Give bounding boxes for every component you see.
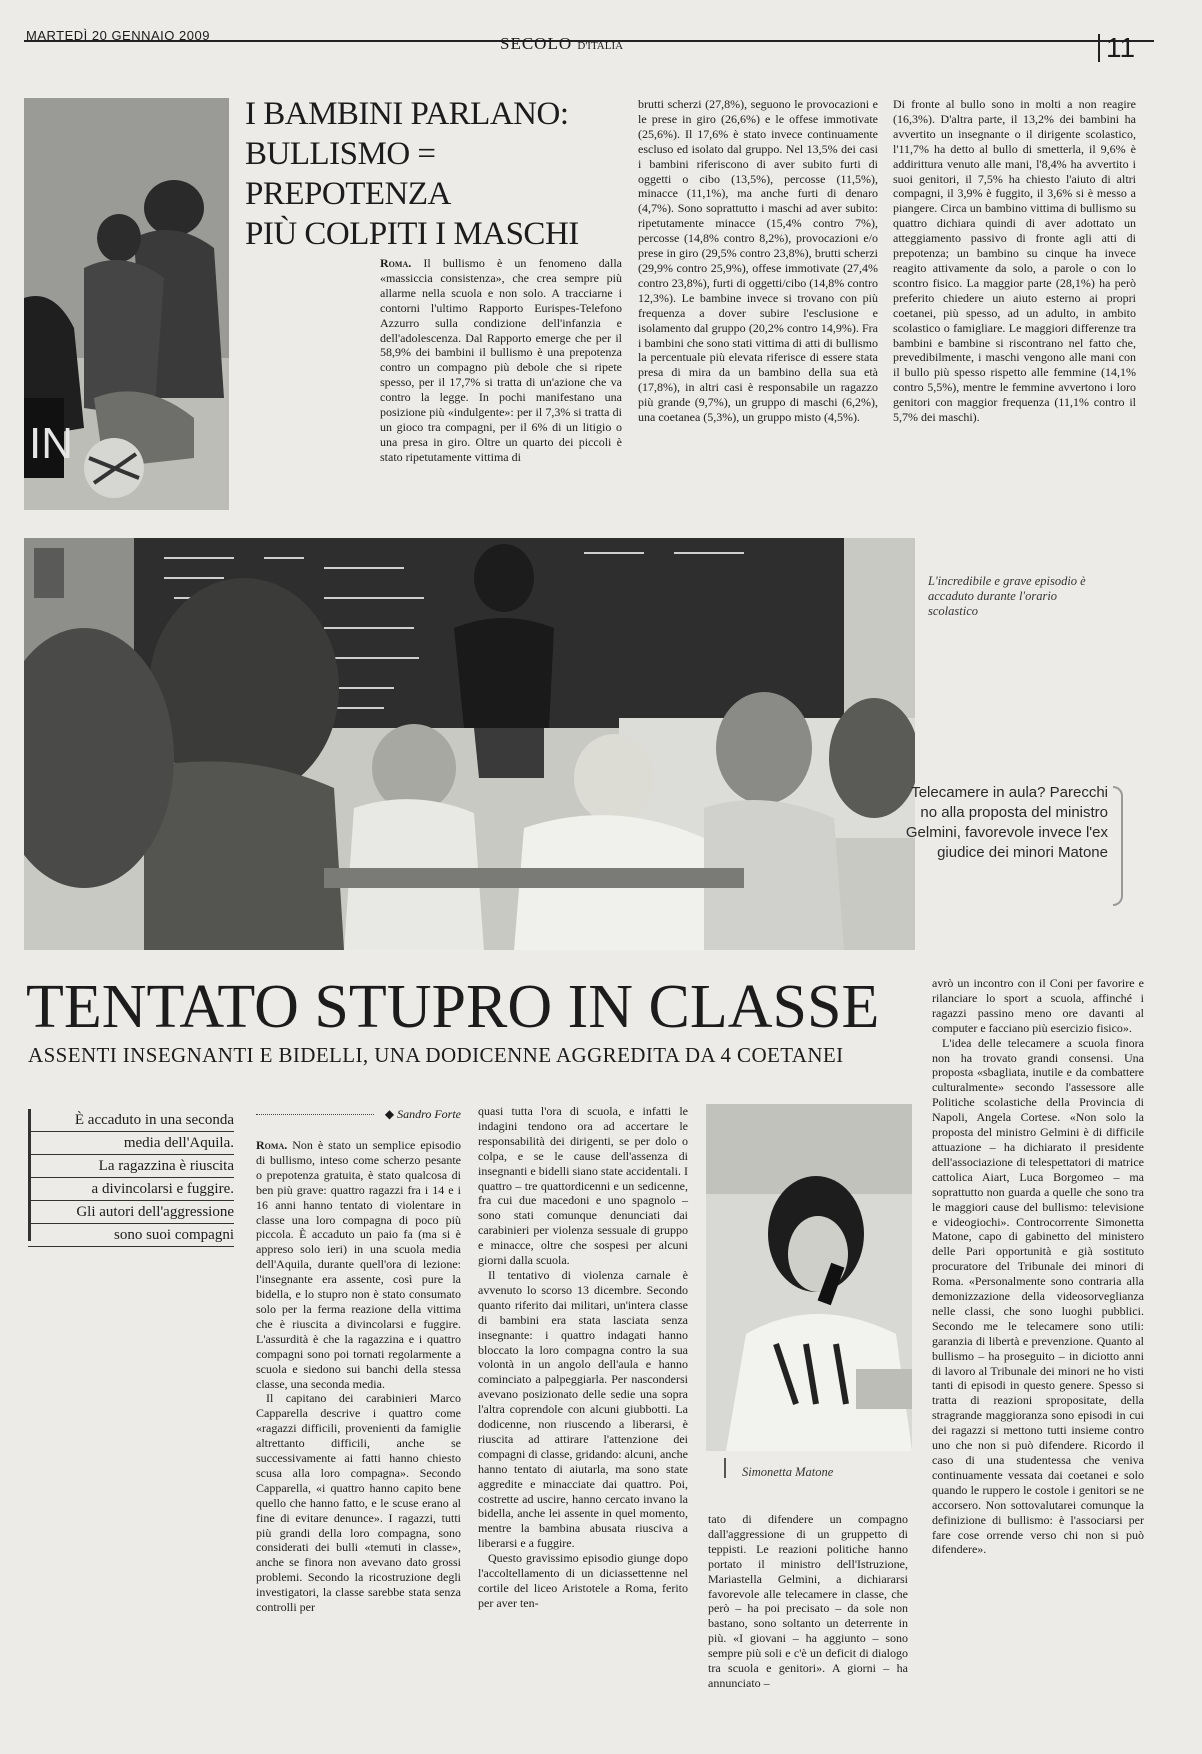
- page-number: 11: [1098, 34, 1135, 62]
- summary-line: media dell'Aquila.: [28, 1132, 234, 1155]
- matone-photo: [706, 1104, 912, 1451]
- body-text: Il tentativo di violenza carnale è avvenuto lo scorso 13 dicembre. Secondo quanto riferito dai militari, un'intera classe di bambini era stata lasciata senza insegnante: i quattro indagati hanno bloccato la loro compagna contro la sua volontà in un angolo dell'aula e hanno cominciato a palpeggiarla. Per nascondersi avevano posizionato delle sedie una sopra l'altra coprendole con alcuni giubbotti. La dodicenne, non riuscendo a liberarsi, è riuscita ad attirare l'attenzione dei compagni di classe, gridando: alcuni, anche hanno tentato di aiutarla, ma sono state aggredite e minacciate dai quattro. Poi, costrette ad uscire, hanno cercato invano la bidella, anche lei assente in quel momento, mentre la bambina abusata riusciva a liberarsi e a fuggire.: [478, 1267, 688, 1551]
- matone-photo-caption: Simonetta Matone: [742, 1465, 834, 1479]
- body-text: Il capitano dei carabinieri Marco Capparella descrive i quattro come «ragazzi difficili, provenienti da famiglie altrettanto difficili, anche se successivamente ai fatti hanno chiesto scusa alla loro compagna». Secondo Capparella, «i quattro hanno capito bene quello che hanno fatto, e le scuse erano al fine di evitare denunce». I ragazzi, tutti più grandi della loro compagna, sono considerati dei bulli «temuti in classe», anche se finora non avevano dato grossi problemi. Secondo la ricostruzione degli investigatori, la classe sarebbe stata senza controlli per: [256, 1391, 461, 1615]
- headline-line-1: I BAMBINI PARLANO:: [245, 96, 569, 132]
- body-text: Di fronte al bullo sono in molti a non reagire (16,3%). D'altra parte, il 13,2% dei bambini ha avvertito un insegnante o il dirigente scolastico, l'11,7% ha detto al bullo di smetterla, il 9,6% è addirittura venuto alle mani, l'8,4% ha avvertito i suoi genitori, il 7,5% ha chiesto l'aiuto di altri compagni, il 3,9% è fuggito, il 3,6% si è messo a piangere. Circa un bambino vittima di bullismo su quattro dichiara quindi di aver adottato un atteggiamento passivo di fronte agli atti di prepotenza; un bambino su cinque ha invece reagito attivamente da solo, a parole o con lo scontro fisico. La maggior parte (28,1%) ha però preferito chiedere un aiuto esterno ai propri coetanei, più spesso, ad un adulto, in ambito scolastico o famigliare. Le maggiori differenze tra bambini e bambine si riscontrano nel fatto che, prevedibilmente, i maschi vengono alle mani con il bullo più spesso rispetto alle femmine (14,1% contro 5,5%), mentre le femmine avvertono i loro genitori con maggior frequenza (11,1% contro il 5,7% dei maschi).: [893, 97, 1136, 425]
- pull-quote-brace: [1113, 786, 1123, 906]
- issue-date: MARTEDÌ 20 GENNAIO 2009: [26, 28, 210, 43]
- headline-line-3: PIÙ COLPITI I MASCHI: [245, 216, 579, 252]
- body-text: brutti scherzi (27,8%), seguono le provocazioni e le prese in giro (26,6%) e le offese immotivate (25,6%). Il 17,6% è stato invece continuamente escluso ed isolato dal gruppo. Nel 13,5% dei casi i bambini riferiscono di aver subito furti di oggetti o cibo (13,5%), percosse (11,5%), minacce (11,1%), ma anche furti di denaro (4,7%). Sono soprattutto i maschi ad aver subito: ripetutamente minacce (15,4% contro 7%), percosse (14,8% contro 8,2%), provocazioni e/o prese in giro (29,5% contro 23,8%), brutti scherzi (29,9% contro 25,9%), offese immotivate (27,4% contro 23,8%), furti di oggetti/cibo (14,8% contro 12,3%). Le bambine invece si trovano con più frequenza a dover subire l'esclusione e isolamento dal gruppo (20,2% contro 14,9%). Fra i bambini che sono stati vittima di atti di bullismo la percentuale più elevata riferisce di essere stata presa di mira da un bambino della sua età (17,8%), in altri casi è responsabile un ragazzo più grande (9,7%), un gruppo di maschi (6,2%), una coetanea (5,3%), un gruppo misto (4,5%).: [638, 97, 878, 425]
- main-article-column-1: [256, 1138, 461, 1615]
- body-text: L'idea delle telecamere a scuola finora non ha trovato grandi consensi. Una proposta «sbagliata, inutile e da combattere culturalmente» secondo l'assessore alle Politiche scolastiche della Provincia di Napoli, Angela Cortese. «Non solo la proposta del ministro Gelmini è di difficile attuazione – ha dichiarato il presidente dell'associazione di telespettatori di matrice cattolica Aiart, Luca Borgomeo – ma soprattutto non guarda a quelle che sono tra le maggiori cause del bullismo: televisione e videogiochi». Controcorrente Simonetta Matone, capo di gabinetto del ministero delle Pari opportunità e già sostituto procuratore del Tribunale dei minori di Roma. «Personalmente sono contraria alla demonizzazione della videosorveglianza nelle classi, che sono luoghi pubblici. Secondo me le telecamere sono utili: garanzia di libertà e prevenzione. Quanto al bullismo – ha proseguito – in diciotto anni di lavoro al Tribunale dei minori ne ho visti tanti di episodi in questo genere. Spesso si tratta di reazioni spropositate, della stragrande maggioranza sono episodi in cui dei ragazzi si mettono tutti insieme contro uno che non si può difendere. Ricordo il caso di una studentessa che veniva continuamente vessata dai coetanei e solo quando le ruppero le costole i genitori se ne accorsero. Non sottovalutarei comunque la definizione di bullismo: è l'associarsi per fare cose orrende verso chi non si può difendere».: [932, 1035, 1144, 1557]
- summary-line: La ragazzina è riuscita: [28, 1155, 234, 1178]
- body-text: tato di difendere un compagno dall'aggressione di un gruppetto di teppisti. Le reazioni politiche hanno portato il ministro dell'Istruzione, Mariastella Gelmini, a dichiararsi favorevole alle telecamere in classe, che però – ha poi precisato – da sole non bastano, sono soltanto un deterrente in più. «I giovani – ha aggiunto – sono sempre più soli e c'è un deficit di dialogo tra scuola e genitori». A giorni – ha annunciato –: [708, 1512, 908, 1690]
- summary-line: a divincolarsi e fuggire.: [28, 1178, 234, 1201]
- bullying-photo: [24, 98, 229, 510]
- body-text: Non è stato un semplice episodio di bullismo, inteso come scherzo pesante o prepotenza gratuita, è stato qualcosa di ben più grave: quattro ragazzi fra i 14 e i 16 anni hanno tentato di violentare in classe una loro compagna di poco più piccola. È accaduto un paio fa (ma si è appreso solo ieri) in una scuola media dell'Aquila, durante quell'ora di lezione: l'insegnante era assente, così pure la bidella, e lo stupro non è stato consumato solo per la ferma reazione della vittima che è riuscita a divincolarsi e fuggire. L'assurdità è che la ragazzina e i quattro compagni sono poi tornati regolarmente a scuola e siedono sui banchi della stessa classe, una seconda media.: [256, 1138, 461, 1391]
- svg-text:IN: IN: [29, 419, 73, 468]
- main-article-column-2: [478, 1104, 688, 1611]
- pull-quote: Telecamere in aula? Parecchi no alla proposta del ministro Gelmini, favorevole invece l'ex giudice dei minori Matone: [905, 784, 1108, 861]
- classroom-photo-caption: L'incredibile e grave episodio è accaduto durante l'orario scolastico: [928, 574, 1086, 618]
- main-article-column-3: [708, 1512, 908, 1691]
- main-article-subhead: ASSENTI INSEGNANTI E BIDELLI, UNA DODICENNE AGGREDITA DA 4 COETANEI: [28, 1043, 844, 1067]
- summary-line: È accaduto in una seconda: [28, 1109, 234, 1132]
- body-text: Questo gravissimo episodio giunge dopo l'accoltellamento di un diciassettenne nel cortile del liceo Aristotele a Roma, ferito per aver ten-: [478, 1551, 688, 1610]
- top-article-column-2: [638, 97, 878, 425]
- paper-name-suffix: D'ITALIA: [577, 40, 624, 52]
- classroom-photo: [24, 538, 915, 950]
- body-text: avrò un incontro con il Coni per favorire e rilanciare lo sport a scuola, affinché i ragazzi passino meno ore davanti al computer e facciano più esercizio fisico».: [932, 976, 1144, 1035]
- dateline: Roma.: [256, 1138, 288, 1152]
- body-text: Il bullismo è un fenomeno dalla «massiccia consistenza», che crea sempre più allarme nella scuola e non solo. A tracciarne i contorni l'ultimo Rapporto Eurispes-Telefono Azzurro sulla condizione dell'infanzia e dell'adolescenza. Dal Rapporto emerge che per il 58,9% dei bambini il bullismo è una prepotenza contro un compagno più debole che si ripete spesso, per il 17,7% si tratta di un'azione che va contro la legge. In pochi manifestano una posizione più «indulgente»: per il 7,3% si tratta di un gioco tra compagni, per il 6% di un litigio o una presa in giro. Oltre un quarto dei piccoli è stato ripetutamente vittima di: [380, 256, 623, 464]
- summary-line: Gli autori dell'aggressione: [28, 1201, 234, 1224]
- main-article-headline: TENTATO STUPRO IN CLASSE: [26, 973, 880, 1041]
- main-article-column-4: [932, 976, 1144, 1557]
- byline: ◆ Sandro Forte: [384, 1107, 461, 1121]
- headline-line-2: BULLISMO = PREPOTENZA: [245, 136, 451, 212]
- top-article-headline: [245, 94, 625, 254]
- paper-name-main: SECOLO: [500, 34, 573, 53]
- dateline: Roma.: [380, 256, 412, 270]
- top-article-column-3: [893, 97, 1136, 425]
- summary-line: sono suoi compagni: [28, 1224, 234, 1247]
- photo-caption-rule: [724, 1458, 726, 1478]
- body-text: quasi tutta l'ora di scuola, e infatti le indagini tendono ora ad accertare le responsabilità dei dirigenti, se per dolo o colpa, e se le cause dell'assenza di insegnanti e bidelli siano state accidentali. I quattro – tre quattordicenni e un sedicenne, fra cui due macedoni e uno spagnolo – sono stati comunque denunciati dai carabinieri per violenza sessuale di gruppo e minacce, oltre che sospesi per alcuni giorni dalla scuola.: [478, 1104, 688, 1268]
- newspaper-name: [500, 34, 623, 54]
- author-name: Sandro Forte: [397, 1107, 461, 1121]
- top-article-column-1: [380, 256, 622, 465]
- summary-box: [28, 1109, 234, 1247]
